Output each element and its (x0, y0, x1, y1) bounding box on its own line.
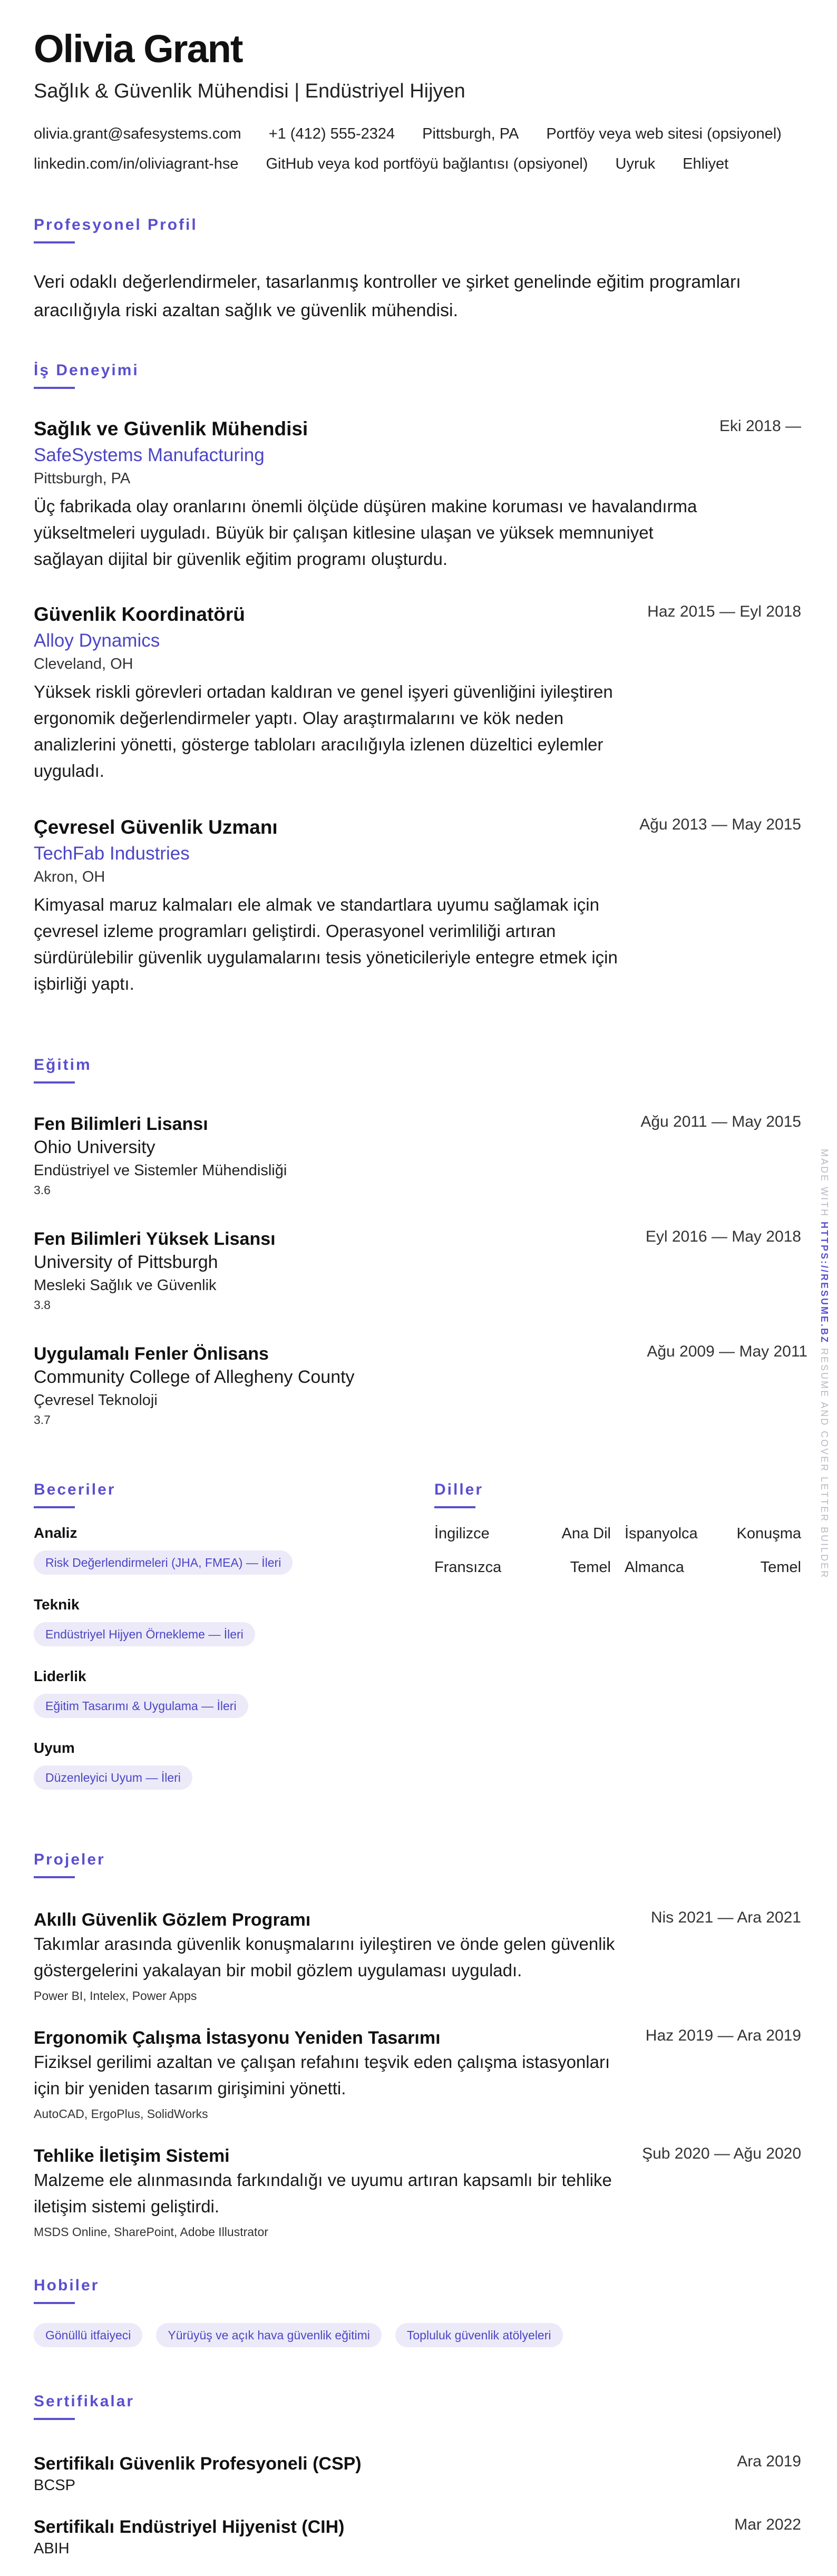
skill-category: Uyum (34, 1740, 75, 1756)
language-row (434, 1550, 801, 1584)
education-date: Ağu 2011 — May 2015 (640, 1113, 801, 1130)
language-name: İngilizce (434, 1525, 490, 1542)
watermark-suffix: RESUME AND COVER LETTER BUILDER (819, 1348, 830, 1579)
school-name: University of Pittsburgh (34, 1252, 218, 1272)
degree-title: Uygulamalı Fenler Önlisans (34, 1344, 269, 1364)
contact-info (34, 125, 801, 186)
project-title: Tehlike İletişim Sistemi (34, 2146, 230, 2166)
section-divider (34, 1876, 75, 1878)
degree-title: Fen Bilimleri Lisansı (34, 1114, 208, 1134)
nationality-text: Uyruk (615, 155, 656, 172)
certificate-entry (34, 2516, 801, 2559)
company-name: SafeSystems Manufacturing (34, 445, 265, 465)
job-description: Yüksek riskli görevleri ortadan kaldıran ve genel işyeri güvenliğini iyileştiren ergonomik değerlendirmeler yaptı. Olay araştırmalarını ve kök neden analizlerini yönetti, gösterge tabloları aracılığıyla izlenen düzeltici eylemler uyguladı. (34, 682, 613, 780)
section-title-profile: Profesyonel Profil (34, 216, 198, 233)
certificate-date: Mar 2022 (734, 2516, 801, 2533)
job-date: Ağu 2013 — May 2015 (639, 816, 801, 833)
license-text: Ehliyet (683, 155, 729, 172)
section-title-experience: İş Deneyimi (34, 362, 139, 379)
project-entry (34, 2027, 801, 2123)
gpa-value: 3.6 (34, 1183, 51, 1197)
candidate-name: Olivia Grant (34, 27, 242, 71)
website-link[interactable]: Portföy veya web sitesi (opsiyonel) (546, 125, 782, 142)
project-description: Takımlar arasında güvenlik konuşmalarını iyileştiren ve önde gelen güvenlik göstergelerini yakalayan bir mobil gözlem uygulaması uyguladı. (34, 1934, 615, 1980)
project-title: Ergonomik Çalışma İstasyonu Yeniden Tasarımı (34, 2028, 441, 2048)
project-title: Akıllı Güvenlik Gözlem Programı (34, 1910, 311, 1930)
section-title-skills: Beceriler (34, 1481, 116, 1498)
education-date: Ağu 2009 — May 2011 (647, 1343, 807, 1360)
section-divider (34, 2302, 75, 2304)
language-name: İspanyolca (625, 1525, 698, 1542)
job-location: Pittsburgh, PA (34, 470, 131, 487)
profile-summary: Veri odaklı değerlendirmeler, tasarlanmış kontroller ve şirket genelinde eğitim programları aracılığıyla riski azaltan sağlık ve güvenlik mühendisi. (34, 272, 741, 320)
email-link[interactable]: olivia.grant@safesystems.com (34, 125, 241, 142)
job-description: Üç fabrikada olay oranlarını önemli ölçüde düşüren makine koruması ve havalandırma yükseltmeleri uyguladı. Büyük bir çalışan kitlesine ulaşan ve yüksek memnuniyet sağlayan dijital bir güvenlik eğitim programı oluşturdu. (34, 496, 697, 569)
section-divider (34, 1081, 75, 1084)
project-date: Nis 2021 — Ara 2021 (650, 1909, 801, 1926)
section-divider (34, 1506, 75, 1508)
skill-group (34, 1595, 403, 1646)
skill-group (34, 1666, 403, 1718)
watermark (813, 1149, 834, 1579)
field-of-study: Çevresel Teknoloji (34, 1392, 158, 1409)
project-tech: MSDS Online, SharePoint, Adobe Illustrator (34, 2225, 268, 2239)
gpa-value: 3.8 (34, 1298, 51, 1312)
section-divider (34, 241, 75, 243)
education-entry (34, 1228, 801, 1313)
experience-entry (34, 816, 801, 997)
education-entry (34, 1343, 807, 1428)
section-divider (34, 387, 75, 389)
linkedin-link[interactable]: linkedin.com/in/oliviagrant-hse (34, 155, 239, 172)
phone-text: +1 (412) 555-2324 (268, 125, 395, 142)
job-title: Güvenlik Koordinatörü (34, 603, 245, 625)
skill-category: Teknik (34, 1596, 80, 1613)
skill-tag: Risk Değerlendirmeleri (JHA, FMEA) — İleri (34, 1550, 293, 1575)
language-level: Temel (760, 1558, 801, 1576)
job-title: Çevresel Güvenlik Uzmanı (34, 816, 278, 838)
experience-entry (34, 417, 801, 572)
project-entry (34, 2145, 801, 2241)
section-title-education: Eğitim (34, 1056, 92, 1074)
hobbies-list (34, 2323, 563, 2347)
skill-tag: Endüstriyel Hijyen Örnekleme — İleri (34, 1622, 255, 1646)
section-title-hobbies: Hobiler (34, 2277, 100, 2294)
skill-category: Liderlik (34, 1668, 86, 1684)
language-level: Ana Dil (561, 1525, 611, 1542)
watermark-text (819, 1149, 830, 1579)
certificate-entry (34, 2453, 801, 2496)
job-location: Akron, OH (34, 869, 105, 885)
section-title-projects: Projeler (34, 1851, 105, 1868)
experience-entry (34, 603, 801, 784)
job-title: Sağlık ve Güvenlik Mühendisi (34, 418, 308, 440)
project-description: Fiziksel gerilimi azaltan ve çalışan refahını teşvik eden çalışma istasyonları için bir yeniden tasarım girişimini yönetti. (34, 2052, 610, 2098)
language-name: Fransızca (434, 1558, 502, 1576)
skill-tag: Eğitim Tasarımı & Uygulama — İleri (34, 1694, 248, 1718)
company-name: Alloy Dynamics (34, 630, 160, 651)
job-date: Eki 2018 — (719, 417, 801, 435)
project-date: Haz 2019 — Ara 2019 (645, 2027, 801, 2044)
skill-group (34, 1523, 403, 1575)
company-name: TechFab Industries (34, 843, 190, 864)
contact-row (34, 125, 801, 143)
watermark-url-link[interactable]: HTTPS://RESUME.BZ (819, 1222, 830, 1344)
skill-tag: Düzenleyici Uyum — İleri (34, 1765, 192, 1790)
school-name: Ohio University (34, 1137, 155, 1157)
language-level: Konuşma (736, 1525, 801, 1542)
field-of-study: Mesleki Sağlık ve Güvenlik (34, 1277, 217, 1294)
language-row (434, 1517, 801, 1550)
language-level: Temel (570, 1558, 611, 1576)
section-title-certificates: Sertifikalar (34, 2393, 135, 2410)
section-divider (434, 1506, 475, 1508)
location-text: Pittsburgh, PA (422, 125, 519, 142)
skill-category: Analiz (34, 1525, 77, 1541)
job-description: Kimyasal maruz kalmaları ele almak ve standartlara uyumu sağlamak için çevresel izleme programları geliştirdi. Operasyonel verimliliği artıran sürdürülebilir güvenlik uygulamalarını tesis yöneticileriyle entegre etmek için işbirliği yaptı. (34, 895, 618, 993)
certificate-date: Ara 2019 (737, 2453, 801, 2470)
hobby-tag: Yürüyüş ve açık hava güvenlik eğitimi (156, 2323, 382, 2347)
degree-title: Fen Bilimleri Yüksek Lisansı (34, 1229, 276, 1249)
project-date: Şub 2020 — Ağu 2020 (642, 2145, 801, 2162)
contact-row (34, 155, 801, 173)
certificate-title: Sertifikalı Güvenlik Profesyoneli (CSP) (34, 2454, 362, 2474)
school-name: Community College of Allegheny County (34, 1367, 355, 1387)
project-description: Malzeme ele alınmasında farkındalığı ve uyumu artıran kapsamlı bir tehlike iletişim sistemi geliştirdi. (34, 2170, 612, 2216)
certificate-issuer: ABIH (34, 2540, 70, 2557)
certificate-issuer: BCSP (34, 2477, 75, 2494)
hobby-tag: Gönüllü itfaiyeci (34, 2323, 142, 2347)
certificate-title: Sertifikalı Endüstriyel Hijyenist (CIH) (34, 2517, 345, 2537)
section-title-languages: Diller (434, 1481, 484, 1498)
education-entry (34, 1113, 801, 1198)
job-date: Haz 2015 — Eyl 2018 (647, 603, 801, 620)
language-name: Almanca (625, 1558, 684, 1576)
gpa-value: 3.7 (34, 1413, 51, 1427)
project-tech: Power BI, Intelex, Power Apps (34, 1989, 197, 2003)
watermark-prefix: MADE WITH (819, 1149, 830, 1217)
project-entry (34, 1909, 801, 2005)
education-date: Eyl 2016 — May 2018 (645, 1228, 801, 1245)
field-of-study: Endüstriyel ve Sistemler Mühendisliği (34, 1162, 287, 1179)
languages-list (434, 1517, 801, 1584)
hobby-tag: Topluluk güvenlik atölyeleri (395, 2323, 563, 2347)
github-link[interactable]: GitHub veya kod portföyü bağlantısı (opsiyonel) (266, 155, 588, 172)
section-divider (34, 2418, 75, 2420)
job-location: Cleveland, OH (34, 656, 133, 672)
skill-group (34, 1738, 403, 1790)
project-tech: AutoCAD, ErgoPlus, SolidWorks (34, 2107, 208, 2121)
candidate-headline: Sağlık & Güvenlik Mühendisi | Endüstriyel Hijyen (34, 80, 465, 102)
